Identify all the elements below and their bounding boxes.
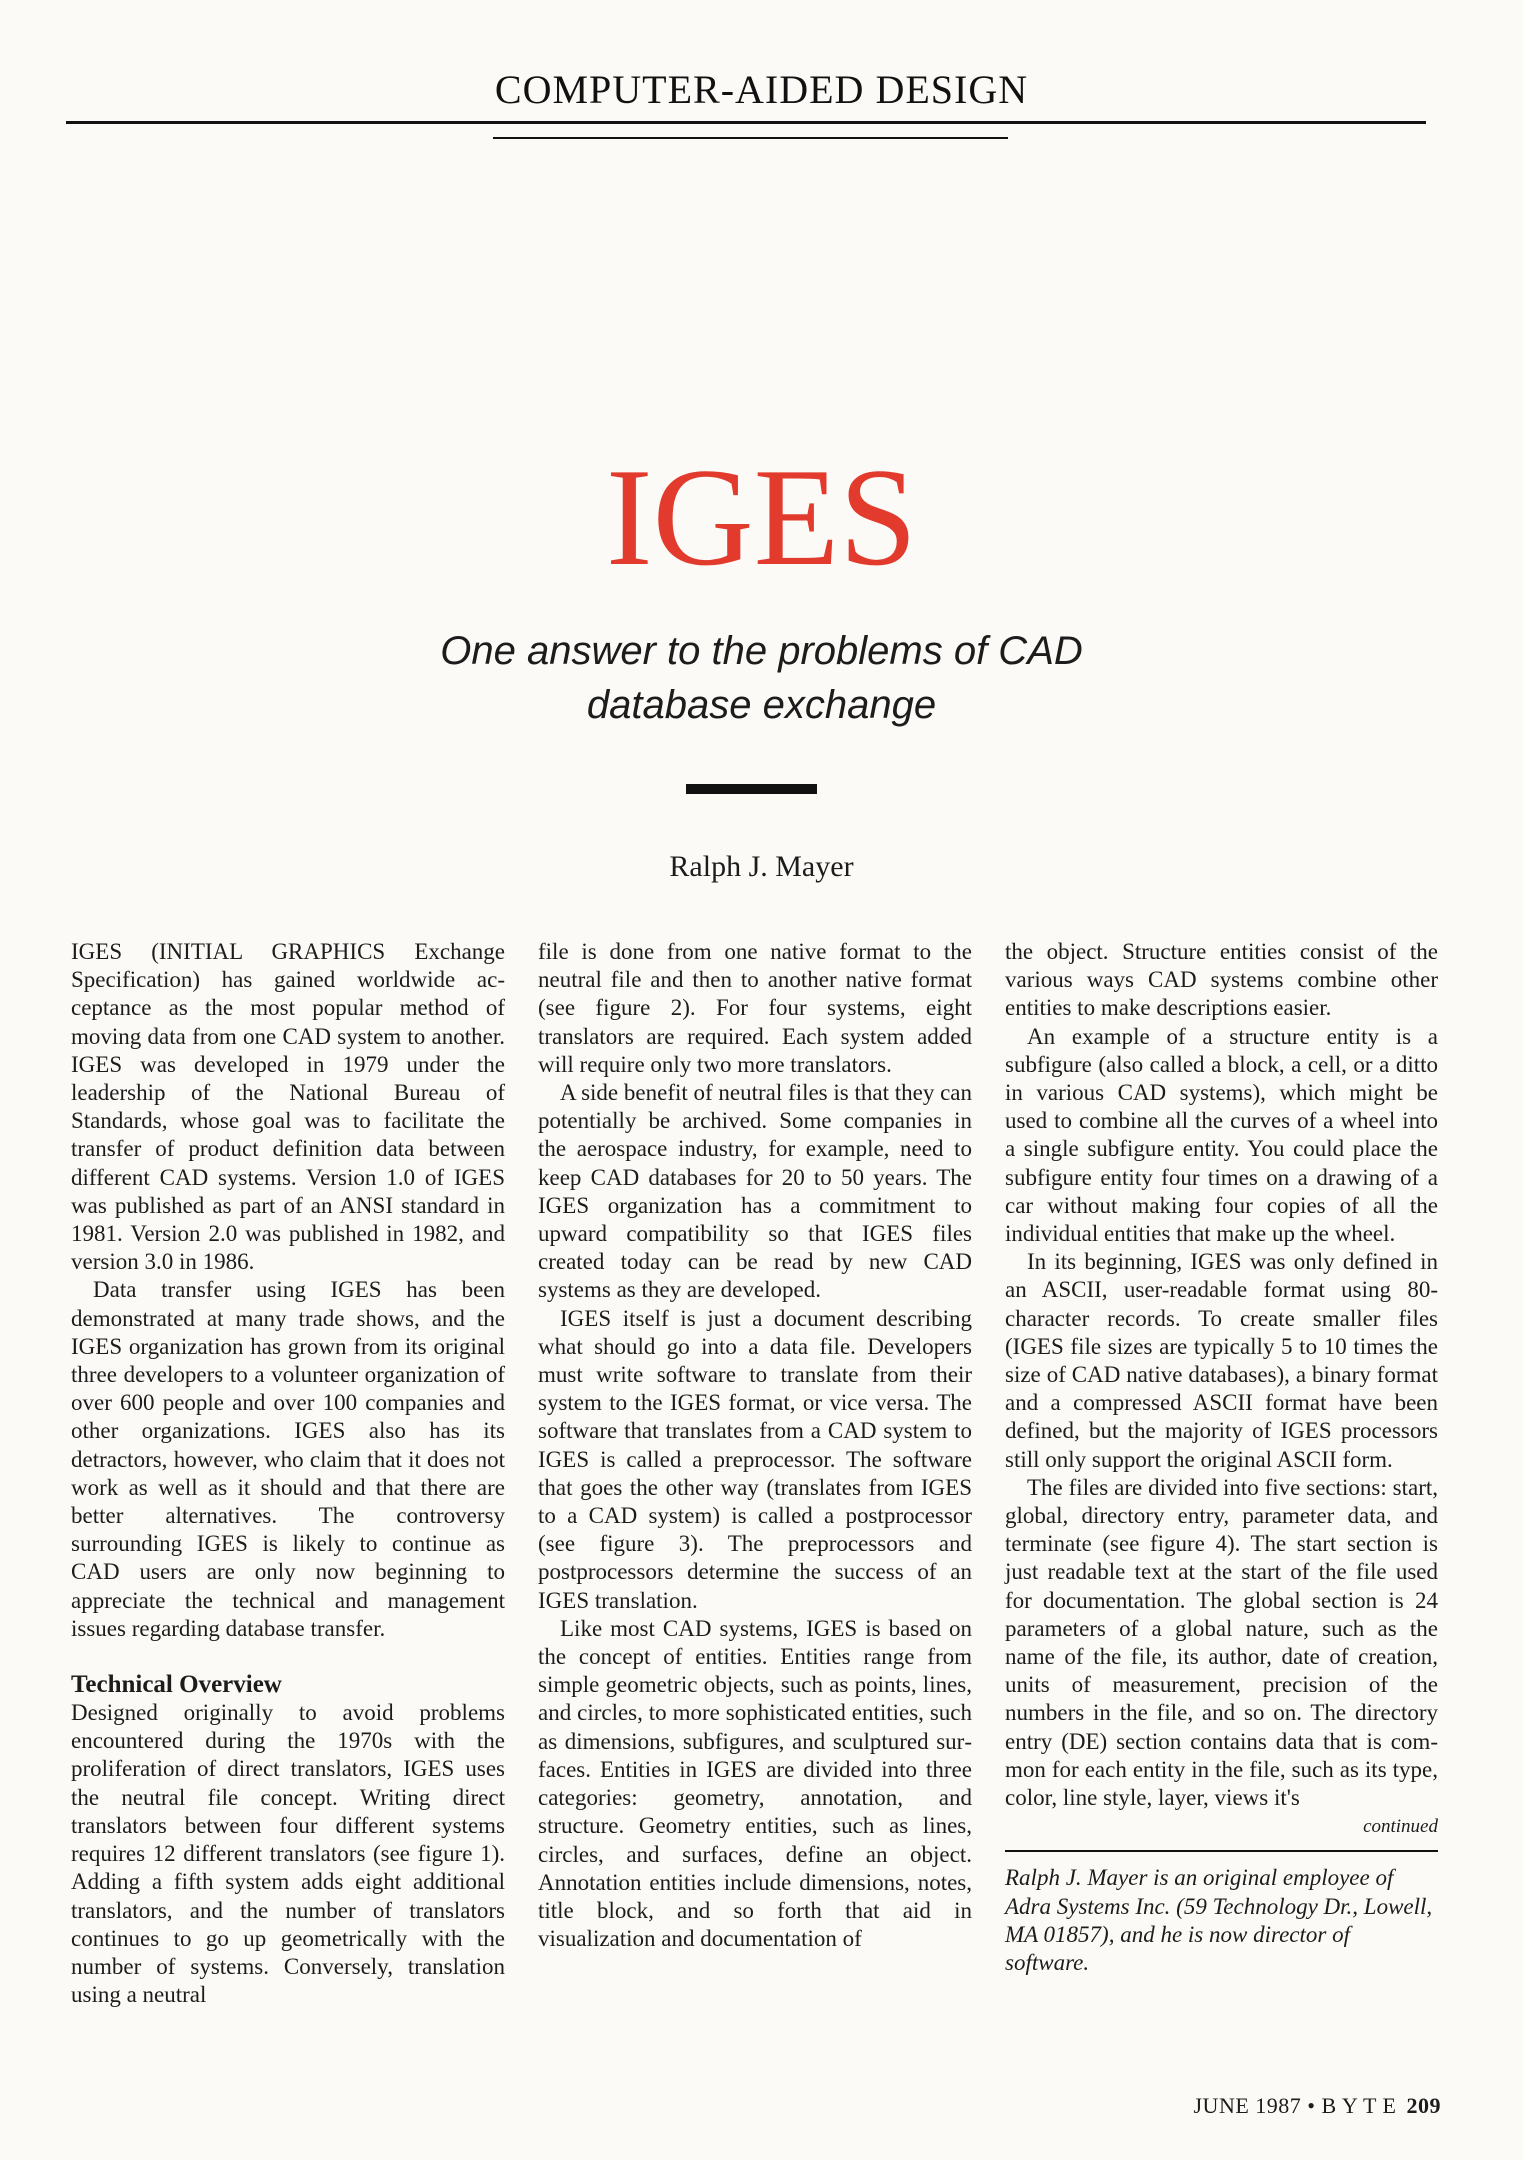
section-heading: Technical Overview	[71, 1671, 282, 1699]
article-subtitle	[400, 624, 1123, 732]
author-byline: Ralph J. Mayer	[669, 850, 854, 883]
page-number: 209	[1406, 2093, 1441, 2118]
issue-label: JUNE 1987 • B Y T E	[1193, 2093, 1397, 2118]
paragraph: Like most CAD systems, IGES is based on the concept of entities. Entities range from simple geometric objects, such as points, lines, and circles, to more sophisticated entities, such as dimensions, subfigures, and sculptured surfaces. Entities in IGES are divided into three categories: geometry, annotation, and structure. Geometry entities, such as lines, circles, and surfaces, define an object. Annotation entities include dimensions, notes, title block, and so forth that aid in visualization and documentation of	[538, 1615, 972, 1952]
paragraph: IGES itself is just a document describing what should go into a data file. Developers must write software to translate from their system to the IGES format, or vice versa. The software that translates from a CAD system to IGES is called a preprocessor. The software that goes the other way (translates from IGES to a CAD system) is called a postprocessor (see figure 3). The preprocessors and postprocessors determine the success of an IGES translation.	[538, 1305, 972, 1613]
paragraph: In its beginning, IGES was only defined in an ASCII, user-readable format using 80-character records. To create smaller files (IGES file sizes are typically 5 to 10 times the size of CAD native databases), a binary format and a compressed ASCII format have been defined, but the majority of IGES processors still only support the original ASCII form.	[1005, 1249, 1438, 1472]
paragraph: file is done from one native format to the neutral file and then to another native format (see figure 2). For four systems, eight translators are required. Each system added will require only two more translators.	[538, 939, 972, 1077]
column-3	[1005, 938, 1438, 1977]
paragraph: Designed originally to avoid problems encountered during the 1970s with the proliferation of direct translators, IGES uses the neutral file concept. Writing direct translators between four different systems requires 12 different translators (see figure 1). Adding a fifth system adds eight additional translators, and the number of translators continues to go up geometrically with the number of systems. Conversely, translation using a neutral	[71, 1700, 505, 2008]
author-bio: Ralph J. Mayer is an original employee of Adra Systems Inc. (59 Technology Dr., Lowell, MA 01857), and he is now director of software.	[1005, 1865, 1433, 1975]
page-footer	[1194, 2093, 1442, 2119]
paragraph: An example of a structure entity is a subfigure (also called a block, a cell, or a ditto in various CAD systems), which might be used to combine all the curves of a wheel into a single subfigure entity. You could place the subfigure entity four times on a drawing of a car without making four copies of all the individual entities that make up the wheel.	[1005, 1023, 1438, 1247]
subtitle-line-2: database exchange	[586, 683, 937, 727]
section-header: COMPUTER-AIDED DESIGN	[494, 67, 1029, 112]
paragraph: the object. Structure entities consist of the various ways CAD systems combine other entities to make descriptions easier.	[1005, 939, 1438, 1021]
paragraph: Data transfer using IGES has been demonstrated at many trade shows, and the IGES organization has grown from its original three developers to a volunteer organization of over 600 people and over 100 companies and other organizations. IGES also has its detractors, however, who claim that it does not work as well as it should and that there are better alternatives. The controversy surrounding IGES is likely to continue as CAD users are only now beginning to appreciate the technical and management issues regarding database transfer.	[71, 1277, 505, 1641]
subtitle-line-1: One answer to the problems of CAD	[440, 629, 1083, 673]
continued-note: continued	[1363, 1816, 1438, 1838]
article-title: IGES	[605, 440, 918, 595]
header-rule	[66, 121, 1426, 124]
paragraph: A side benefit of neutral files is that they can potentially be archived. Some companies in the aerospace industry, for example, need to keep CAD databases for 20 to 50 years. The IGES organization has a commitment to upward compatibility so that IGES files created today can be read by new CAD systems as they are developed.	[538, 1080, 972, 1303]
column-2	[538, 938, 972, 1953]
paragraph: IGES (INITIAL GRAPHICS Exchange Specification) has gained worldwide acceptance as the most popular method of moving data from one CAD system to another. IGES was developed in 1979 under the leadership of the National Bureau of Standards, whose goal was to facilitate the transfer of product definition data between different CAD systems. Version 1.0 of IGES was published as part of an ANSI standard in 1981. Version 2.0 was published in 1982, and version 3.0 in 1986.	[71, 939, 505, 1275]
bio-rule	[1005, 1850, 1438, 1852]
title-divider-bar	[686, 784, 817, 794]
header-subrule	[493, 137, 1008, 139]
column-1	[71, 938, 505, 2009]
paragraph: The files are divided into five sections: start, global, directory entry, parameter data, and terminate (see figure 4). The start section is just readable text at the start of the file used for documentation. The global section is 24 parameters of a global nature, such as the name of the file, its author, date of creation, units of measurement, precision of the numbers in the file, and so on. The directory entry (DE) section contains data that is common for each entity in the file, such as its type, color, line style, layer, views it's	[1005, 1474, 1438, 1811]
